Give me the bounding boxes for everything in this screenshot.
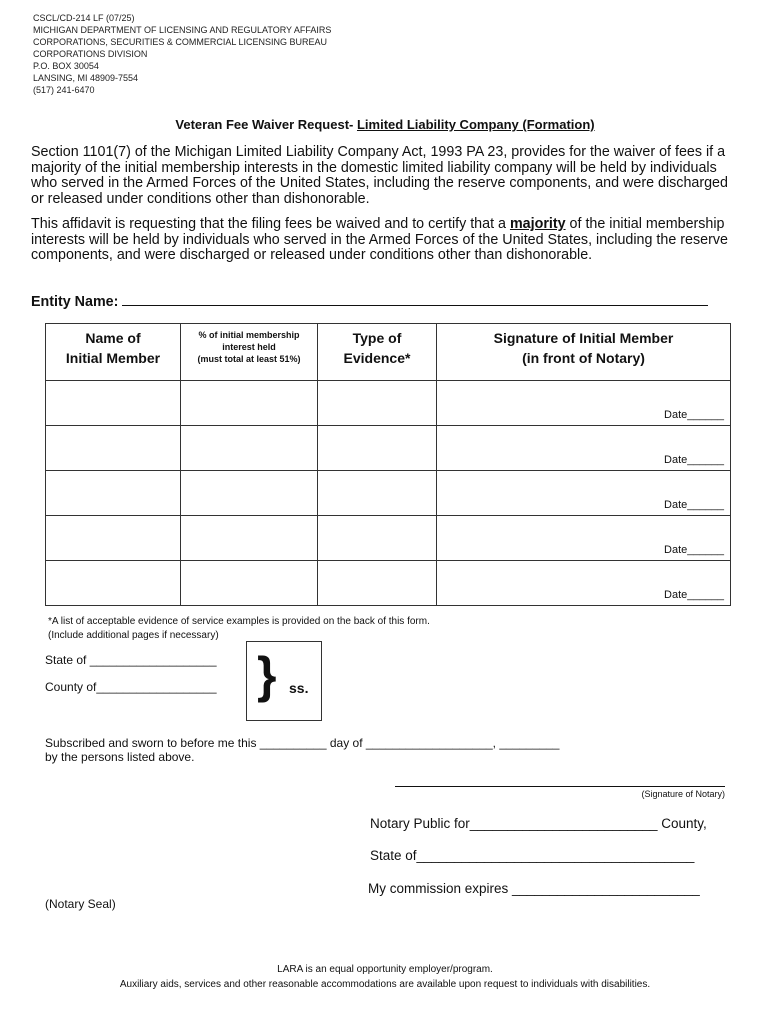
percent-interest-cell[interactable] [181,561,318,606]
percent-interest-cell[interactable] [181,516,318,561]
initial-members-table [45,323,731,606]
table-row [46,561,731,606]
entity-name-row [31,291,708,310]
signature-cell[interactable] [437,426,731,471]
table-row [46,426,731,471]
scilicet-box [246,641,322,721]
evidence-type-cell[interactable] [318,426,437,471]
venue-county-field[interactable]: County of__________________ [45,680,217,694]
header-percent-line2: interest held [222,342,276,352]
footer-accommodations: Auxiliary aids, services and other reasonable accommodations are available upon request to individuals with disabilities. [119,979,651,990]
sworn-statement[interactable]: Subscribed and sworn to before me this __________ day of ___________________, _________ [45,736,560,750]
division-name: CORPORATIONS DIVISION [33,49,148,59]
date-field: Date______ [664,589,724,601]
signature-cell[interactable] [437,381,731,426]
member-name-cell[interactable] [46,471,181,516]
header-evidence-line2: Evidence* [343,350,411,366]
member-name-cell[interactable] [46,381,181,426]
header-member-name-line2: Initial Member [65,350,161,366]
affidavit-text-after: of the initial membership interests will be held by individuals who served in the Armed Forces of the United States, including the reserve components, and were discharged or released under conditions other than dishonorable. [31,216,728,263]
signature-cell[interactable] [437,561,731,606]
header-percent-interest [181,324,318,381]
agency-header [33,12,331,96]
table-row [46,516,731,561]
form-title-prefix: Veteran Fee Waiver Request- [175,117,357,132]
header-signature-line2: (in front of Notary) [522,350,645,366]
header-percent-line1: % of initial membership [198,330,300,340]
brace-symbol: } [257,647,277,703]
phone-number: (517) 241-6470 [33,85,95,95]
member-name-cell[interactable] [46,426,181,471]
affidavit-text-before: This affidavit is requesting that the filing fees be waived and to certify that a [31,216,510,232]
evidence-type-cell[interactable] [318,381,437,426]
statute-paragraph: Section 1101(7) of the Michigan Limited Liability Company Act, 1993 PA 23, provides for the waiver of fees if a majority of the initial membership interests in the domestic limited liability company will be held by individuals who served in the Armed Forces of the United States, including the reserve components, and were discharged or released under conditions other than dishonorable. [31,144,728,207]
notary-signature-line[interactable] [395,786,725,787]
notary-commission-field[interactable]: My commission expires _________________________ [368,881,700,896]
form-code: CSCL/CD-214 LF (07/25) [33,13,135,23]
notary-county-field[interactable]: Notary Public for_________________________ County, [370,816,707,831]
header-evidence-type [318,324,437,381]
signature-cell[interactable] [437,471,731,516]
form-title [0,117,770,132]
entity-name-label: Entity Name: [31,294,119,310]
percent-interest-cell[interactable] [181,381,318,426]
notary-seal-label: (Notary Seal) [45,897,116,911]
ss-label: ss. [289,680,309,696]
evidence-note: *A list of acceptable evidence of service examples is provided on the back of this form. [48,616,430,627]
po-box: P.O. BOX 30054 [33,61,99,71]
date-field: Date______ [664,544,724,556]
date-field: Date______ [664,454,724,466]
affidavit-paragraph [31,217,731,264]
header-member-signature [437,324,731,381]
table-row [46,471,731,516]
evidence-type-cell[interactable] [318,561,437,606]
member-name-cell[interactable] [46,516,181,561]
form-title-underlined: Limited Liability Company (Formation) [356,117,595,132]
header-percent-line3: (must total at least 51%) [197,354,301,364]
notary-signature-caption: (Signature of Notary) [641,789,725,799]
venue-state-field[interactable]: State of ___________________ [45,653,217,667]
table-row [46,381,731,426]
footer-equal-opportunity: LARA is an equal opportunity employer/program. [277,964,493,975]
header-signature-line1: Signature of Initial Member [493,330,674,346]
additional-pages-note: (Include additional pages if necessary) [48,630,219,641]
sworn-statement-continued: by the persons listed above. [45,750,195,764]
signature-cell[interactable] [437,516,731,561]
majority-emphasis: majority [509,216,566,232]
department-name: MICHIGAN DEPARTMENT OF LICENSING AND REGULATORY AFFAIRS [33,25,332,35]
date-field: Date______ [664,499,724,511]
entity-name-field[interactable] [122,291,708,306]
header-member-name [46,324,181,381]
table-header-row [46,324,731,381]
member-name-cell[interactable] [46,561,181,606]
date-field: Date______ [664,409,724,421]
header-member-name-line1: Name of [85,330,141,346]
header-evidence-line1: Type of [352,330,402,346]
evidence-type-cell[interactable] [318,471,437,516]
city-line: LANSING, MI 48909-7554 [33,73,139,83]
notary-state-field[interactable]: State of_____________________________________ [370,848,695,863]
percent-interest-cell[interactable] [181,426,318,471]
evidence-type-cell[interactable] [318,516,437,561]
bureau-name: CORPORATIONS, SECURITIES & COMMERCIAL LICENSING BUREAU [33,37,328,47]
percent-interest-cell[interactable] [181,471,318,516]
